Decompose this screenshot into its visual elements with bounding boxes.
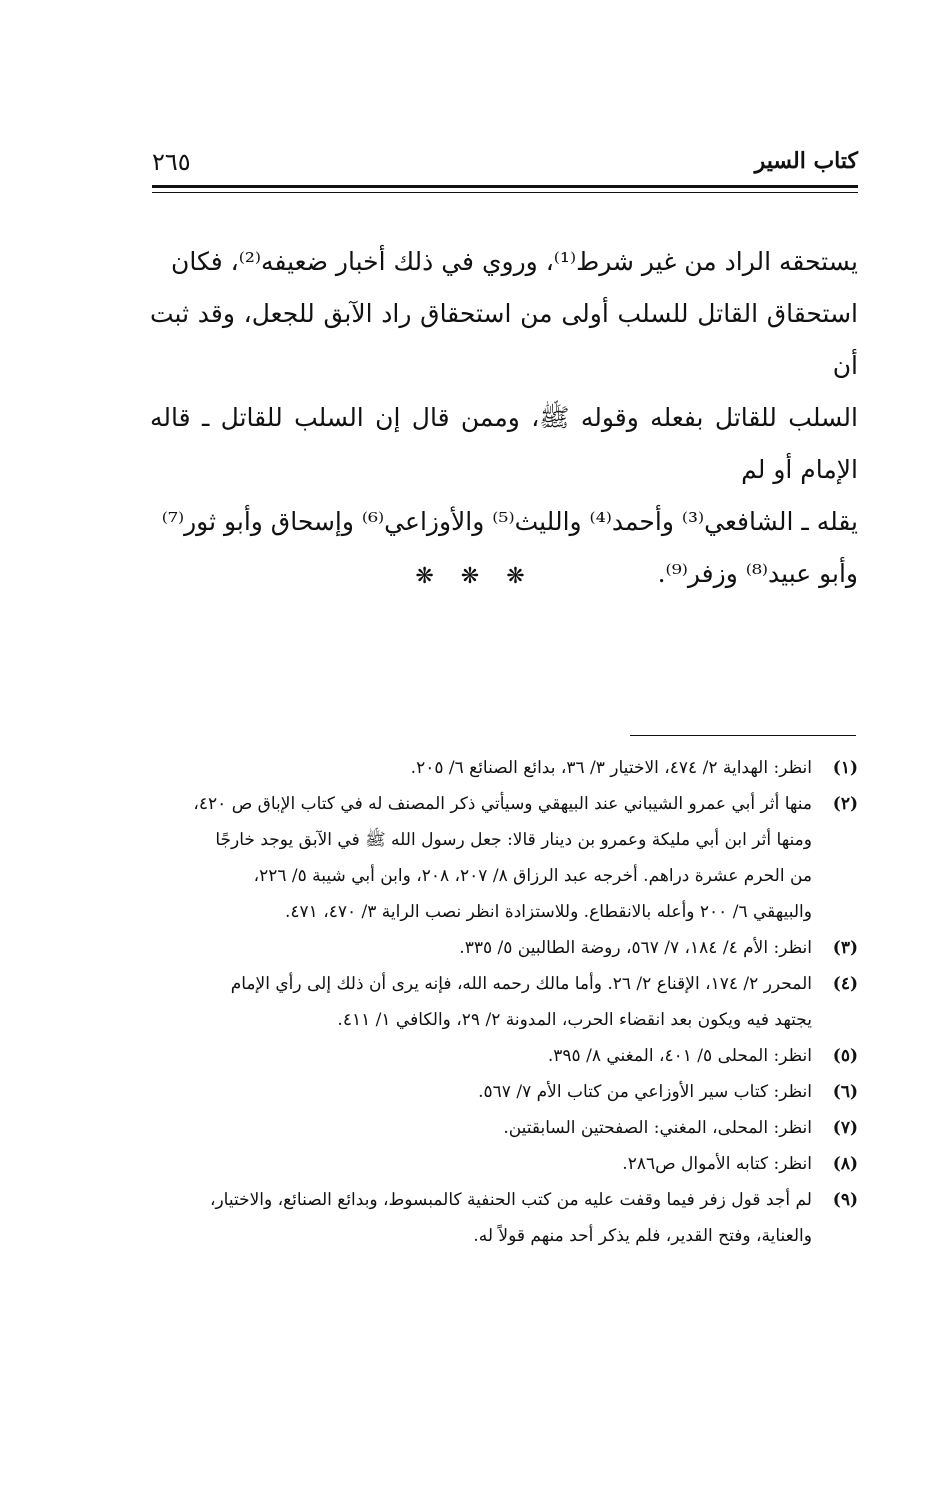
footnote-line: انظر: المحلى، المغني: الصفحتين السابقتين.	[503, 1118, 812, 1138]
footnote-2	[150, 786, 858, 930]
footnote-number: (٧)	[832, 1118, 858, 1138]
footnote-6	[150, 1074, 858, 1110]
footnote-text	[150, 750, 812, 786]
footnote-1	[150, 750, 858, 786]
footnote-number: (٤)	[832, 974, 858, 994]
footnote-text	[150, 786, 812, 930]
footnote-number: (١)	[832, 758, 858, 778]
footnote-text	[150, 966, 812, 1038]
footnote-number: (٨)	[832, 1154, 858, 1174]
footnote-9	[150, 1182, 858, 1254]
footnote-line: انظر: كتاب سير الأوزاعي من كتاب الأم ٧/ ٥٦٧.	[478, 1082, 812, 1102]
footnote-text	[150, 930, 812, 966]
footnote-text	[150, 1146, 812, 1182]
page-number: ٢٦٥	[152, 148, 191, 176]
footnote-line: لم أجد قول زفر فيما وقفت عليه من كتب الحنفية كالمبسوط، وبدائع الصنائع، والاختيار،	[209, 1190, 812, 1210]
footnote-text	[150, 1182, 812, 1254]
footnotes	[150, 750, 858, 1254]
chapter-title: كتاب السير	[754, 148, 858, 174]
page-header	[152, 148, 858, 188]
footnote-5	[150, 1038, 858, 1074]
footnote-line: من الحرم عشرة دراهم. أخرجه عبد الرزاق ٨/ ٢٠٧، ٢٠٨، وابن أبي شيبة ٥/ ٢٢٦،	[253, 866, 812, 886]
footnote-line: انظر: الهداية ٢/ ٤٧٤، الاختيار ٣/ ٣٦، بدائع الصنائع ٦/ ٢٠٥.	[410, 758, 812, 778]
footnote-line: ومنها أثر ابن أبي مليكة وعمرو بن دينار قالا: جعل رسول الله ﷺ في الآبق يوجد خارجًا	[215, 830, 812, 850]
main-text-line: استحقاق القاتل للسلب أولى من استحقاق راد الآبق للجعل، وقد ثبت أن	[150, 299, 858, 380]
footnote-text	[150, 1110, 812, 1146]
footnote-line: منها أثر أبي عمرو الشيباني عند البيهقي وسيأتي ذكر المصنف له في كتاب الإباق ص ٤٢٠،	[193, 794, 812, 814]
footnote-line: انظر: كتابه الأموال ص٢٨٦.	[622, 1154, 812, 1174]
footnote-line: يجتهد فيه ويكون بعد انقضاء الحرب، المدونة ٢/ ٢٩، والكافي ١/ ٤١١.	[337, 1010, 812, 1030]
footnote-rule	[630, 735, 856, 736]
footnote-number: (٦)	[832, 1082, 858, 1102]
footnote-line: المحرر ٢/ ١٧٤، الإقناع ٢/ ٢٦. وأما مالك رحمه الله، فإنه يرى أن ذلك إلى رأي الإمام	[230, 974, 812, 994]
footnote-line: والعناية، وفتح القدير، فلم يذكر أحد منهم قولاً له.	[473, 1226, 812, 1246]
footnote-text	[150, 1038, 812, 1074]
footnote-number: (٢)	[832, 794, 858, 814]
main-text-line: يقله ـ الشافعي⁽³⁾ وأحمد⁽⁴⁾ والليث⁽⁵⁾ والأوزاعي⁽⁶⁾ وإسحاق وأبو ثور⁽⁷⁾	[161, 507, 858, 536]
footnote-number: (٥)	[832, 1046, 858, 1066]
main-text-line: السلب للقاتل بفعله وقوله ﷺ، وممن قال إن السلب للقاتل ـ قاله الإمام أو لم	[150, 403, 858, 484]
header-rule-thick	[152, 185, 858, 188]
footnote-line: انظر: الأم ٤/ ١٨٤، ٧/ ٥٦٧، روضة الطالبين ٥/ ٣٣٥.	[459, 938, 812, 958]
footnote-number: (٩)	[832, 1190, 858, 1210]
footnote-3	[150, 930, 858, 966]
main-text-line: يستحقه الراد من غير شرط⁽¹⁾، وروي في ذلك أخبار ضعيفه⁽²⁾، فكان	[170, 247, 858, 276]
footnote-text	[150, 1074, 812, 1110]
footnote-number: (٣)	[832, 938, 858, 958]
main-text	[150, 236, 858, 600]
footnote-7	[150, 1110, 858, 1146]
section-separator: ❋ ❋ ❋	[415, 564, 535, 589]
footnote-4	[150, 966, 858, 1038]
header-rule-thin	[152, 192, 858, 193]
main-text-line: وأبو عبيد⁽⁸⁾ وزفر⁽⁹⁾.	[657, 559, 858, 588]
footnote-line: والبيهقي ٦/ ٢٠٠ وأعله بالانقطاع. وللاستزادة انظر نصب الراية ٣/ ٤٧٠، ٤٧١.	[284, 902, 812, 922]
footnote-line: انظر: المحلى ٥/ ٤٠١، المغني ٨/ ٣٩٥.	[547, 1046, 812, 1066]
footnote-8	[150, 1146, 858, 1182]
